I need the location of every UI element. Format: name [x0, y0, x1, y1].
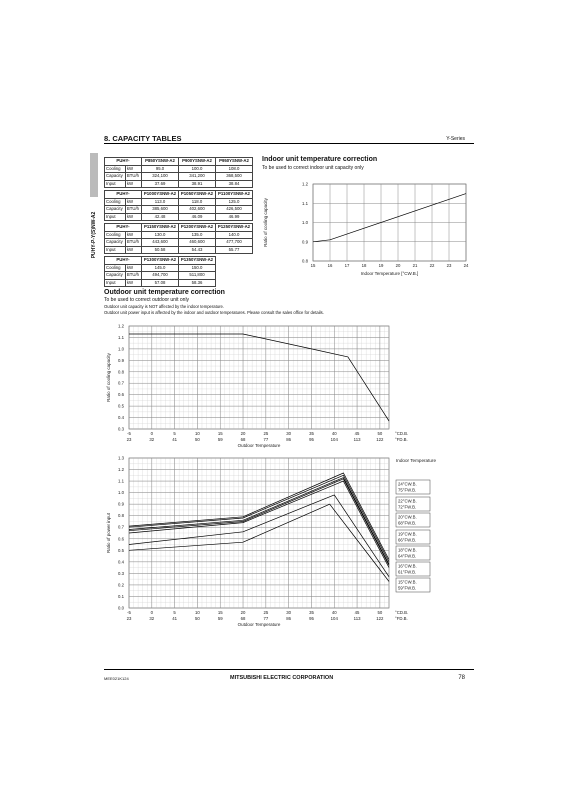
y-axis-label: Ratio of cooling capacity: [106, 353, 111, 402]
capacity-table: [104, 256, 216, 287]
value-cell: 443,600: [142, 239, 179, 247]
indoor-temperature-chart: [255, 172, 475, 287]
unit-cell: BTU/h: [125, 239, 141, 247]
x-tick-label: -5: [127, 610, 131, 615]
legend-label: 68°FW.B.: [398, 520, 417, 526]
header-divider: [104, 143, 474, 144]
x-tick-label: 45: [354, 610, 360, 615]
value-cell: 95.0: [142, 165, 179, 173]
y-axis-label: Ratio of power input: [106, 512, 111, 554]
y-tick-label: 0.8: [302, 258, 308, 264]
value-cell: 324,100: [142, 173, 179, 181]
x-axis-label: Indoor Temperature [°CW.B.]: [360, 271, 419, 276]
x-unit-f: °FD.B.: [395, 437, 408, 442]
x-tick-label-f: 113: [353, 437, 361, 442]
value-cell: 125.0: [216, 198, 253, 206]
x-tick-label: 50: [377, 610, 383, 615]
x-tick-label: 22: [429, 263, 435, 268]
x-tick-label-f: 23: [126, 616, 132, 621]
capacity-table: [104, 223, 253, 254]
row-label: Capacity: [105, 173, 126, 181]
x-tick-label-f: 122: [376, 616, 384, 621]
value-cell: 113.0: [142, 198, 179, 206]
value-cell: 426,500: [216, 206, 253, 214]
x-tick-label-f: 95: [309, 437, 314, 442]
value-cell: 511,800: [179, 272, 216, 280]
row-label: Cooling: [105, 165, 126, 173]
unit-cell: kW: [125, 264, 141, 272]
value-cell: 494,700: [142, 272, 179, 280]
x-tick-label-f: 122: [376, 437, 384, 442]
x-axis-label: Outdoor Temperature: [237, 622, 281, 627]
x-tick-label: 20: [240, 610, 246, 615]
y-tick-label: 1.1: [118, 478, 124, 484]
value-cell: 55.77: [216, 246, 253, 254]
legend-label: 24°CW.B.: [398, 481, 417, 487]
x-unit-c: °CD.B.: [395, 610, 409, 615]
y-tick-label: 1.3: [118, 455, 124, 461]
x-tick-label: 35: [309, 610, 314, 615]
value-cell: 108.0: [216, 165, 253, 173]
model-header: P900YSNW-A2: [179, 158, 216, 166]
y-tick-label: 0.3: [118, 570, 124, 576]
y-tick-label: 1.2: [302, 181, 308, 187]
y-tick-label: 0.7: [118, 524, 124, 530]
y-tick-label: 0.5: [118, 547, 124, 553]
legend-label: 75°FW.B.: [398, 487, 417, 493]
y-tick-label: 0.4: [118, 559, 124, 565]
outdoor-note-2: Outdoor unit power input is affected by the indoor and outdoor temperatures. Please consult the sales office for details.: [104, 310, 324, 315]
x-tick-label: 45: [354, 431, 360, 436]
x-tick-label: 18: [361, 263, 367, 268]
indoor-section-subtitle: To be used to correct indoor unit capacity only: [262, 165, 364, 171]
legend-label: 61°FW.B.: [398, 569, 417, 575]
y-tick-label: 0.9: [118, 501, 124, 507]
x-tick-label: 16: [327, 263, 333, 268]
legend-label: 16°CW.B.: [398, 563, 417, 569]
indoor-section-title: Indoor unit temperature correction: [262, 156, 378, 163]
row-label: Input: [105, 213, 126, 221]
legend-label: 22°CW.B.: [398, 498, 417, 504]
x-tick-label-f: 95: [309, 616, 314, 621]
unit-cell: BTU/h: [125, 272, 141, 280]
x-tick-label: 17: [344, 263, 350, 268]
unit-cell: kW: [125, 165, 141, 173]
model-header: P850YSNW-A2: [142, 158, 179, 166]
x-tick-label-f: 68: [240, 616, 246, 621]
x-tick-label-f: 104: [330, 616, 338, 621]
model-header: P1100YSNW-A2: [216, 191, 253, 199]
y-tick-label: 0.8: [118, 369, 124, 375]
y-tick-label: 0.5: [118, 403, 124, 409]
row-label: Input: [105, 279, 126, 287]
unit-cell: kW: [125, 213, 141, 221]
x-unit-c: °CD.B.: [395, 431, 409, 436]
legend-label: 20°CW.B.: [398, 514, 417, 520]
legend-label: 66°FW.B.: [398, 537, 417, 543]
document-code: MEE021K124: [104, 676, 129, 681]
x-tick-label: 23: [446, 263, 452, 268]
capacity-table: [104, 157, 253, 188]
x-tick-label-f: 32: [149, 616, 155, 621]
x-tick-label-f: 104: [330, 437, 338, 442]
x-tick-label: 0: [150, 610, 154, 615]
row-label: Cooling: [105, 198, 126, 206]
x-tick-label: -5: [127, 431, 131, 436]
value-cell: 42.48: [142, 213, 179, 221]
y-tick-label: 0.7: [118, 380, 124, 386]
y-axis-label: Ratio of cooling capacity: [263, 198, 268, 247]
value-cell: 58.36: [179, 279, 216, 287]
value-cell: 402,600: [179, 206, 216, 214]
model-prefix: PUHY-: [105, 158, 142, 166]
model-prefix: PUHY-: [105, 257, 142, 265]
y-tick-label: 0.6: [118, 536, 124, 542]
y-tick-label: 1.2: [118, 467, 124, 473]
model-prefix: PUHY-: [105, 191, 142, 199]
value-cell: 54.43: [179, 246, 216, 254]
x-tick-label: 24: [463, 263, 469, 268]
row-label: Capacity: [105, 206, 126, 214]
legend-label: 59°FW.B.: [398, 585, 417, 591]
x-tick-label: 15: [310, 263, 316, 268]
x-tick-label-f: 50: [195, 437, 200, 442]
model-header: P1200YSNW-A2: [179, 224, 216, 232]
row-label: Cooling: [105, 231, 126, 239]
x-tick-label-f: 68: [240, 437, 246, 442]
y-tick-label: 1.1: [302, 200, 308, 206]
x-tick-label: 15: [217, 431, 223, 436]
unit-cell: BTU/h: [125, 173, 141, 181]
y-tick-label: 1.0: [118, 346, 124, 352]
value-cell: 140.0: [216, 231, 253, 239]
y-tick-label: 0.6: [118, 392, 124, 398]
model-header: P1250YSNW-A2: [216, 224, 253, 232]
x-tick-label: 25: [263, 610, 269, 615]
side-label: PUHY-P-Y(S)NW-A2: [91, 211, 97, 259]
y-tick-label: 0.2: [118, 582, 124, 588]
x-tick-label-f: 23: [126, 437, 132, 442]
footer-divider: [104, 669, 474, 670]
x-tick-label: 50: [377, 431, 383, 436]
legend-label: 18°CW.B.: [398, 547, 417, 553]
value-cell: 50.58: [142, 246, 179, 254]
row-label: Cooling: [105, 264, 126, 272]
unit-cell: kW: [125, 279, 141, 287]
x-tick-label-f: 59: [217, 616, 223, 621]
side-tab: [90, 153, 98, 197]
value-cell: 150.0: [179, 264, 216, 272]
page-number: 78: [458, 675, 465, 681]
y-tick-label: 1.0: [302, 220, 308, 225]
outdoor-note-1: Outdoor unit capacity is NOT affected by the indoor temperature.: [104, 304, 224, 309]
y-tick-label: 0.1: [118, 593, 124, 599]
model-header: P1300YSNW-A2: [142, 257, 179, 265]
model-header: P1150YSNW-A2: [142, 224, 179, 232]
value-cell: 385,600: [142, 206, 179, 214]
y-tick-label: 0.9: [302, 239, 308, 245]
value-cell: 341,200: [179, 173, 216, 181]
value-cell: 38.91: [179, 180, 216, 188]
x-tick-label: 0: [150, 431, 154, 436]
model-header: P1000YSNW-A2: [142, 191, 179, 199]
model-header: P1350YSNW-A2: [179, 257, 216, 265]
y-tick-label: 1.0: [118, 490, 124, 496]
x-tick-label: 35: [309, 431, 314, 436]
value-cell: 100.0: [179, 165, 216, 173]
section-title: 8. CAPACITY TABLES: [104, 134, 182, 143]
model-prefix: PUHY-: [105, 224, 142, 232]
series-label: Y-Series: [446, 136, 465, 142]
x-tick-label: 40: [331, 431, 337, 436]
x-tick-label: 30: [286, 610, 292, 615]
y-tick-label: 1.2: [118, 323, 124, 329]
value-cell: 145.0: [142, 264, 179, 272]
value-cell: 38.84: [216, 180, 253, 188]
y-tick-label: 0.9: [118, 357, 124, 363]
x-tick-label: 21: [412, 263, 418, 268]
row-label: Input: [105, 180, 126, 188]
value-cell: 118.0: [179, 198, 216, 206]
unit-cell: kW: [125, 180, 141, 188]
x-tick-label: 10: [195, 431, 200, 436]
x-tick-label-f: 77: [263, 616, 269, 621]
x-tick-label-f: 113: [353, 616, 361, 621]
value-cell: 46.99: [216, 213, 253, 221]
x-tick-label-f: 86: [286, 437, 292, 442]
x-tick-label-f: 50: [195, 616, 200, 621]
x-tick-label: 20: [395, 263, 401, 268]
x-tick-label: 20: [240, 431, 246, 436]
legend-label: 64°FW.B.: [398, 553, 417, 559]
unit-cell: kW: [125, 246, 141, 254]
legend-label: 19°CW.B.: [398, 531, 417, 537]
model-header: P950YSNW-A2: [216, 158, 253, 166]
x-tick-label: 10: [195, 610, 200, 615]
outdoor-capacity-chart: [104, 318, 409, 454]
corporation-name: MITSUBISHI ELECTRIC CORPORATION: [230, 675, 334, 681]
legend-label: 72°FW.B.: [398, 504, 417, 510]
row-label: Input: [105, 246, 126, 254]
unit-cell: kW: [125, 231, 141, 239]
x-tick-label-f: 32: [149, 437, 155, 442]
value-cell: 57.08: [142, 279, 179, 287]
unit-cell: kW: [125, 198, 141, 206]
legend-title: Indoor Temperature: [396, 458, 437, 463]
x-tick-label: 30: [286, 431, 292, 436]
outdoor-section-title: Outdoor unit temperature correction: [104, 289, 225, 296]
x-tick-label-f: 59: [217, 437, 223, 442]
x-unit-f: °FD.B.: [395, 616, 408, 621]
y-tick-label: 0.0: [118, 605, 124, 611]
y-tick-label: 0.8: [118, 513, 124, 519]
x-tick-label: 40: [331, 610, 337, 615]
value-cell: 368,500: [216, 173, 253, 181]
x-tick-label: 25: [263, 431, 269, 436]
row-label: Capacity: [105, 239, 126, 247]
x-tick-label: 5: [173, 610, 176, 615]
unit-cell: BTU/h: [125, 206, 141, 214]
value-cell: 135.0: [179, 231, 216, 239]
value-cell: 130.0: [142, 231, 179, 239]
legend-label: 15°CW.B.: [398, 579, 417, 585]
value-cell: 37.69: [142, 180, 179, 188]
y-tick-label: 0.4: [118, 415, 124, 421]
x-axis-label: Outdoor Temperature: [237, 443, 281, 448]
x-tick-label: 19: [378, 263, 384, 268]
x-tick-label-f: 41: [172, 437, 178, 442]
row-label: Capacity: [105, 272, 126, 280]
value-cell: 477,700: [216, 239, 253, 247]
y-tick-label: 1.1: [118, 334, 124, 340]
outdoor-power-input-chart: [104, 454, 444, 636]
value-cell: 460,600: [179, 239, 216, 247]
x-tick-label-f: 77: [263, 437, 269, 442]
x-tick-label-f: 86: [286, 616, 292, 621]
x-tick-label-f: 41: [172, 616, 178, 621]
model-header: P1050YSNW-A2: [179, 191, 216, 199]
x-tick-label: 15: [217, 610, 223, 615]
y-tick-label: 0.3: [118, 426, 124, 432]
outdoor-section-subtitle: To be used to correct outdoor unit only: [104, 297, 190, 303]
value-cell: 46.09: [179, 213, 216, 221]
capacity-table: [104, 190, 253, 221]
x-tick-label: 5: [173, 431, 176, 436]
